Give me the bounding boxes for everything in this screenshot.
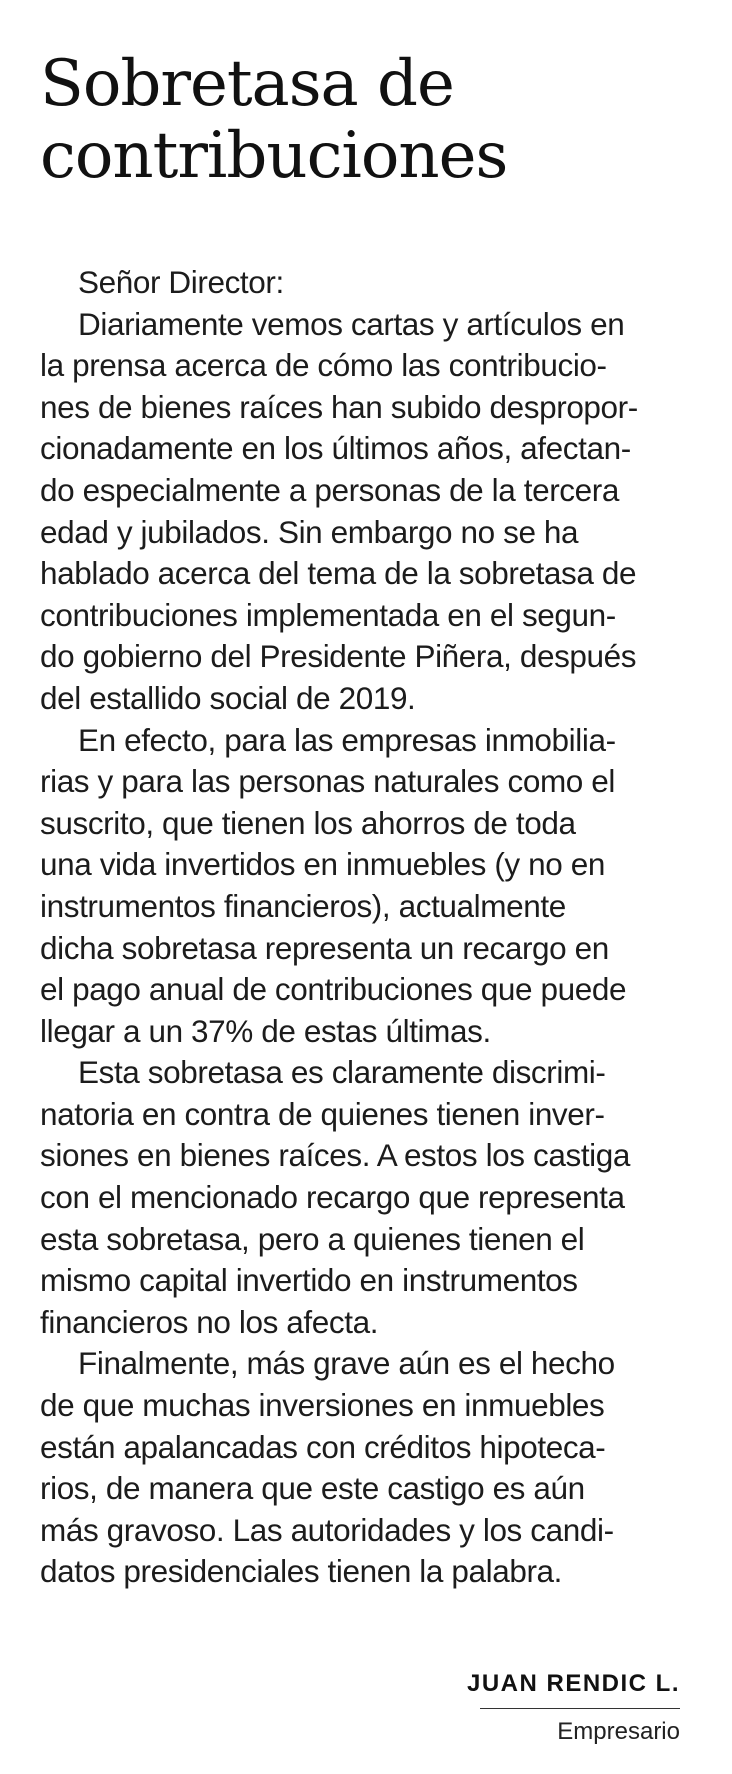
body-line: En efecto, para las empresas inmobilia- xyxy=(78,721,616,758)
body-line: una vida invertidos en inmuebles (y no en xyxy=(40,846,605,883)
signature-block xyxy=(467,1668,680,1749)
body-line: nes de bienes raíces han subido despropor- xyxy=(40,388,638,425)
body-line: del estallido social de 2019. xyxy=(40,679,416,716)
body-line: Señor Director: xyxy=(78,264,284,300)
body-line: suscrito, que tienen los ahorros de toda xyxy=(40,804,576,841)
letter-body xyxy=(40,262,680,1593)
headline-line: Sobretasa de xyxy=(40,47,454,121)
body-line: Finalmente, más grave aún es el hecho xyxy=(78,1345,615,1382)
body-line: dicha sobretasa representa un recargo en xyxy=(40,929,609,966)
body-line: el pago anual de contribuciones que puede xyxy=(40,971,627,1008)
body-line: cionadamente en los últimos años, afectan- xyxy=(40,430,631,467)
body-line: están apalancadas con créditos hipoteca- xyxy=(40,1428,606,1465)
body-line: con el mencionado recargo que representa xyxy=(40,1179,625,1216)
body-line: Diariamente vemos cartas y artículos en xyxy=(78,305,625,342)
body-line: llegar a un 37% de estas últimas. xyxy=(40,1012,491,1049)
body-line: do gobierno del Presidente Piñera, después xyxy=(40,638,637,675)
body-line: natoria en contra de quienes tienen inver- xyxy=(40,1095,605,1132)
letter-article xyxy=(40,0,680,1590)
body-line: hablado acerca del tema de la sobretasa de xyxy=(40,555,637,592)
body-line: do especialmente a personas de la tercera xyxy=(40,471,619,508)
body-line: la prensa acerca de cómo las contribucio- xyxy=(40,347,607,384)
author-role: Empresario xyxy=(557,1718,680,1745)
body-line: más gravoso. Las autoridades y los candi- xyxy=(40,1511,614,1548)
body-line: rios, de manera que este castigo es aún xyxy=(40,1470,585,1507)
headline xyxy=(40,0,680,192)
body-line: edad y jubilados. Sin embargo no se ha xyxy=(40,513,579,550)
body-line: datos presidenciales tienen la palabra. xyxy=(40,1553,563,1590)
body-line: contribuciones implementada en el segun- xyxy=(40,596,616,633)
author-name: JUAN RENDIC L. xyxy=(466,1670,680,1697)
body-line: financieros no los afecta. xyxy=(40,1303,379,1340)
headline-line: contribuciones xyxy=(40,119,508,193)
body-line: siones en bienes raíces. A estos los castiga xyxy=(40,1137,631,1174)
body-line: Esta sobretasa es claramente discrimi- xyxy=(78,1054,606,1091)
body-line: de que muchas inversiones en inmuebles xyxy=(40,1387,605,1424)
body-line: esta sobretasa, pero a quienes tienen el xyxy=(40,1220,585,1257)
signature-rule xyxy=(480,1708,680,1709)
body-line: rias y para las personas naturales como el xyxy=(40,763,615,800)
body-line: mismo capital invertido en instrumentos xyxy=(40,1262,578,1299)
body-line: instrumentos financieros), actualmente xyxy=(40,887,566,924)
